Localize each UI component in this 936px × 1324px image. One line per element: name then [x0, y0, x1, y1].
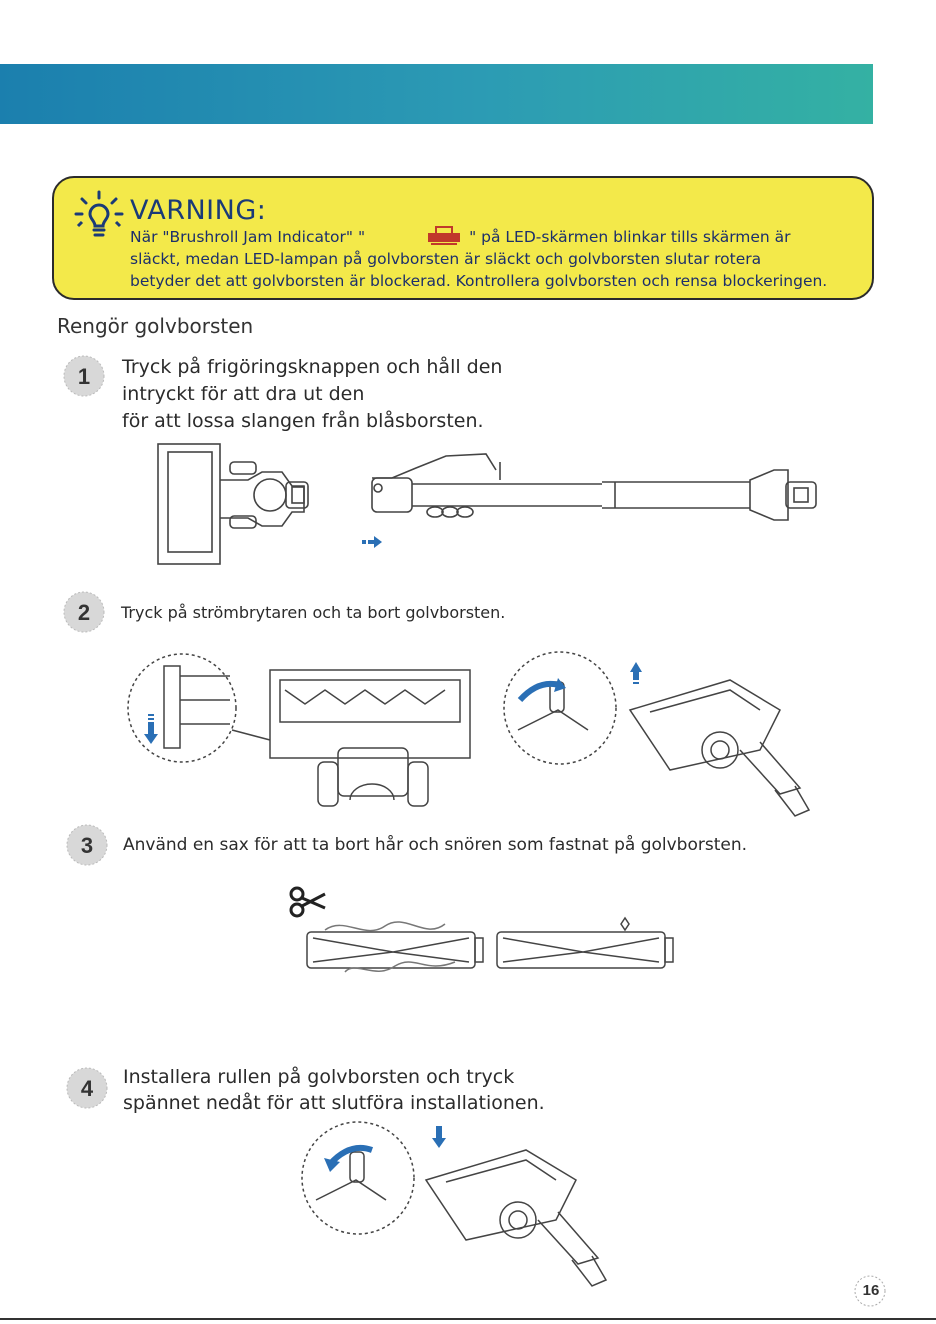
step-badge-3: [65, 823, 109, 867]
step-4-illustration: [300, 1120, 620, 1290]
svg-text:4: 4: [80, 1076, 94, 1101]
section-title: Rengör golvborsten: [57, 314, 254, 338]
warning-line-1: När "Brushroll Jam Indicator" " " på LED-skärmen blinkar tills skärmen är: [130, 228, 791, 246]
svg-text:3: 3: [80, 833, 94, 858]
warning-line-3: betyder det att golvborsten är blockerad. Kontrollera golvborsten och rensa blockeringen.: [130, 272, 828, 290]
page-number: 16: [862, 1282, 880, 1299]
bottom-rule: [0, 1318, 936, 1320]
arrow-down-icon: [432, 1126, 446, 1148]
step-2-text: Tryck på strömbrytaren och ta bort golvborsten.: [121, 603, 506, 622]
lightbulb-icon: [74, 190, 124, 242]
step-2-illustration: [120, 650, 820, 820]
svg-text:2: 2: [77, 600, 91, 625]
step-badge-1: [62, 354, 106, 398]
step-3-text: Använd en sax för att ta bort hår och snören som fastnat på golvborsten.: [123, 835, 748, 855]
brushroll-jam-icon: [426, 225, 462, 247]
warning-title: VARNING:: [130, 195, 267, 226]
step-1-text: Tryck på frigöringsknappen och håll den intryckt för att dra ut den för att lossa slangen från blåsborsten.: [122, 356, 503, 432]
header-band: [0, 64, 873, 124]
scissors-icon: [291, 888, 325, 916]
step-1-illustration: [150, 440, 840, 570]
arrow-up-icon: [630, 662, 642, 684]
warning-text: [130, 226, 855, 292]
step-4-text: Installera rullen på golvborsten och tryck spännet nedåt för att slutföra installationen.: [123, 1066, 545, 1114]
arrow-right-icon: [362, 536, 382, 548]
arrow-down-icon: [144, 714, 158, 744]
step-3-illustration: [285, 880, 685, 980]
step-badge-2: [62, 590, 106, 634]
warning-line-2: släckt, medan LED-lampan på golvborsten är släckt och golvborsten slutar rotera: [130, 250, 762, 268]
svg-text:1: 1: [77, 364, 91, 389]
step-badge-4: [65, 1066, 109, 1110]
